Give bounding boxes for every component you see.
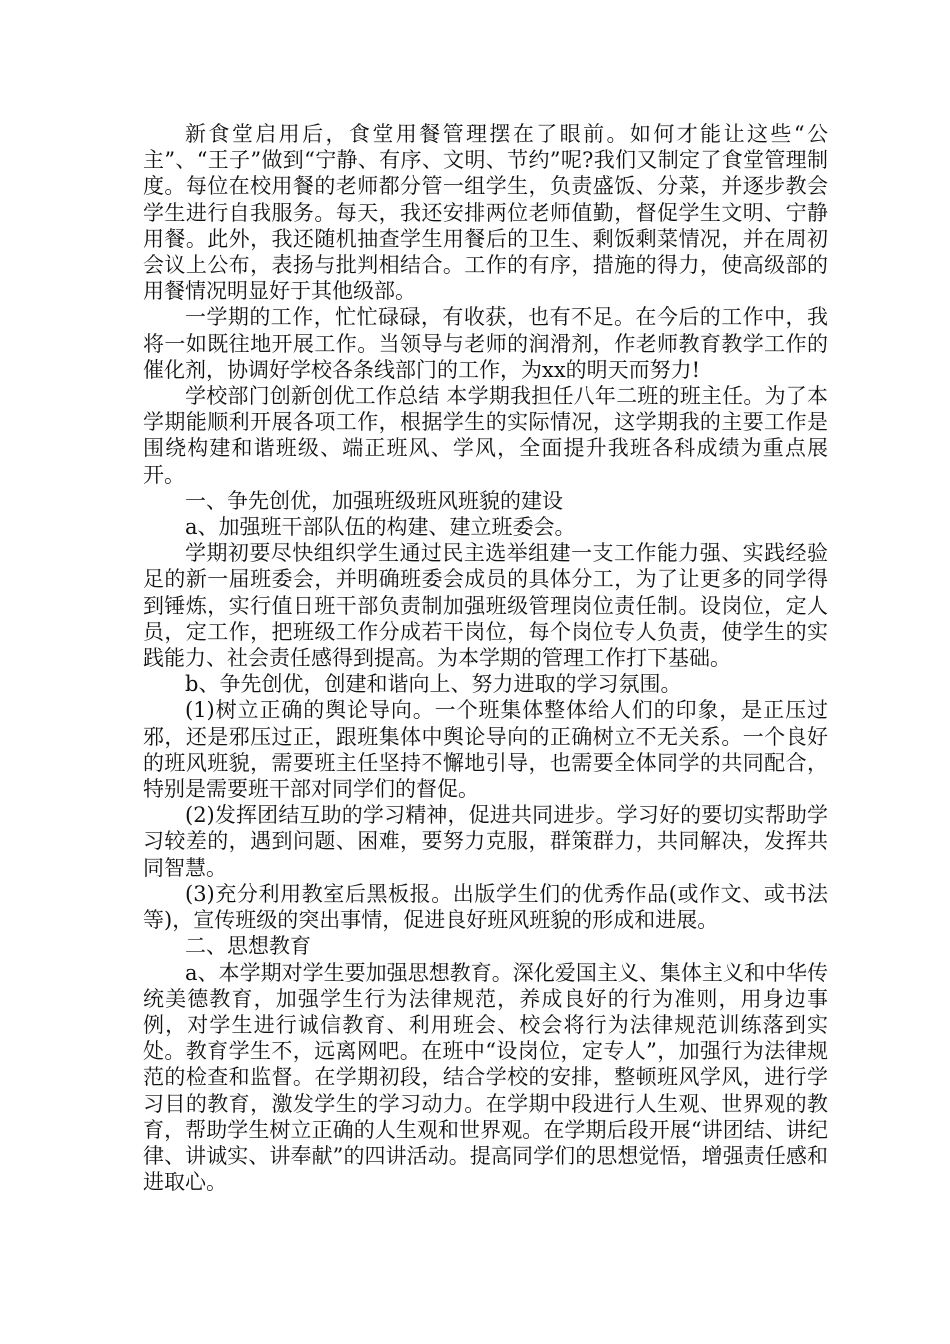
paragraph: (3)充分利用教室后黑板报。出版学生们的优秀作品(或作文、或书法等)，宣传班级的突出事情，促进良好班风班貌的形成和进展。 <box>143 881 828 933</box>
paragraph: 学期初要尽快组织学生通过民主选举组建一支工作能力强、实践经验足的新一届班委会，并明确班委会成员的具体分工，为了让更多的同学得到锤炼，实行值日班干部负责制加强班级管理岗位责任制。设岗位，定人员，定工作，把班级工作分成若干岗位，每个岗位专人负责，使学生的实践能力、社会责任感得到提高。为本学期的管理工作打下基础。 <box>143 541 828 671</box>
section-heading: 一、争先创优，加强班级班风班貌的建设 <box>185 488 563 513</box>
paragraph: a、本学期对学生要加强思想教育。深化爱国主义、集体主义和中华传统美德教育，加强学生行为法律规范，养成良好的行为准则，用身边事例，对学生进行诚信教育、利用班会、校会将行为法律规范训练落到实处。教育学生不，远离网吧。在班中“设岗位，定专人”，加强行为法律规范的检查和监督。在学期初段，结合学校的安排，整顿班风学风，进行学习目的教育，激发学生的学习动力。在学期中段进行人生观、世界观的教育，帮助学生树立正确的人生观和世界观。在学期后段开展“讲团结、讲纪律、讲诚实、讲奉献”的四讲活动。提高同学们的思想觉悟，增强责任感和进取心。 <box>143 960 828 1195</box>
paragraph: (1)树立正确的舆论导向。一个班集体整体给人们的印象，是正压过邪，还是邪压过正，跟班集体中舆论导向的正确树立不无关系。一个良好的班风班貌，需要班主任坚持不懈地引导，也需要全体同学的共同配合，特别是需要班干部对同学们的督促。 <box>143 698 828 802</box>
subsection-heading: b、争先创优，创建和谐向上、努力进取的学习氛围。 <box>185 672 682 697</box>
paragraph: (2)发挥团结互助的学习精神，促进共同进步。学习好的要切实帮助学习较差的，遇到问题、困难，要努力克服，群策群力，共同解决，发挥共同智慧。 <box>143 803 828 880</box>
section-heading: 二、思想教育 <box>185 934 311 959</box>
document-body <box>143 121 828 1195</box>
paragraph: 新食堂启用后，食堂用餐管理摆在了眼前。如何才能让这些“公主”、“王子”做到“宁静、有序、文明、节约”呢?我们又制定了食堂管理制度。每位在校用餐的老师都分管一组学生，负责盛饭、分菜，并逐步教会学生进行自我服务。每天，我还安排两位老师值勤，督促学生文明、宁静用餐。此外，我还随机抽查学生用餐后的卫生、剩饭剩菜情况，并在周初会议上公布，表扬与批判相结合。工作的有序，措施的得力，使高级部的用餐情况明显好于其他级部。 <box>143 122 828 304</box>
paragraph: 学校部门创新创优工作总结 本学期我担任八年二班的班主任。为了本学期能顺利开展各项工作，根据学生的实际情况，这学期我的主要工作是围绕构建和谐班级、端正班风、学风，全面提升我班各科成绩为重点展开。 <box>143 384 828 487</box>
paragraph: 一学期的工作，忙忙碌碌，有收获，也有不足。在今后的工作中，我将一如既往地开展工作。当领导与老师的润滑剂，作老师教育教学工作的催化剂，协调好学校各条线部门的工作，为xx的明天而努力! <box>143 305 828 382</box>
subsection-heading: a、加强班干部队伍的构建、建立班委会。 <box>185 515 576 540</box>
